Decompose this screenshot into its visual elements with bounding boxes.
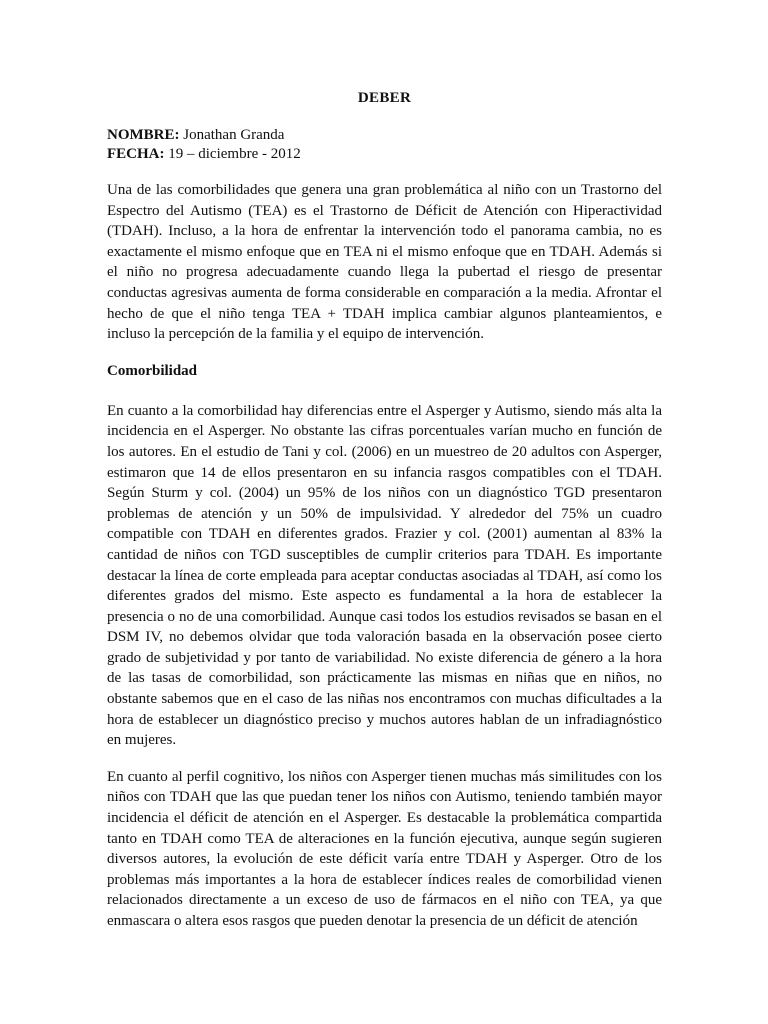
date-label: FECHA: xyxy=(107,146,165,162)
intro-paragraph: Una de las comorbilidades que genera una gran problemática al niño con un Trastorno del Espectro del Autismo (TEA) es el Trastorno de Déficit de Atención con Hiperactividad (TDAH). Incluso, a la hora de enfrentar la intervención todo el panorama cambia, no es exactamente el mismo enfoque que en TEA ni el mismo enfoque que en TDAH. Además si el niño no progresa adecuadamente cuando llega la pubertad el riesgo de presentar conductas agresivas aumenta de forma considerable en comparación a la media. Afrontar el hecho de que el niño tenga TEA + TDAH implica cambiar algunos planteamientos, e incluso la percepción de la familia y el equipo de intervención. xyxy=(107,182,662,343)
name-label: NOMBRE: xyxy=(107,127,180,143)
comorbidity-paragraph: En cuanto a la comorbilidad hay diferencias entre el Asperger y Autismo, siendo más alta la incidencia en el Asperger. No obstante las cifras porcentuales varían mucho en función de los autores. En el estudio de Tani y col. (2006) en un muestreo de 20 adultos con Asperger, estimaron que 14 de ellos presentaron en su infancia rasgos compatibles con el TDAH. Según Sturm y col. (2004) un 95% de los niños con un diagnóstico TGD presentaron problemas de atención y un 50% de impulsividad. Y alrededor del 75% un cuadro compatible con TDAH en diferentes grados. Frazier y col. (2001) aumentan al 83% la cantidad de niños con TGD susceptibles de cumplir criterios para TDAH. Es importante destacar la línea de corte empleada para aceptar conductas asociadas al TDAH, así como los diferentes grados del mismo. Este aspecto es fundamental a la hora de establecer la presencia o no de una comorbilidad. Aunque casi todos los estudios revisados se basan en el DSM IV, no debemos olvidar que toda valoración basada en la observación posee cierto grado de subjetividad y por tanto de variabilidad. No existe diferencia de género a la hora de las tasas de comorbilidad, son prácticamente las mismas en niñas que en niños, no obstante sabemos que en el caso de las niñas nos encontramos con muchas dificultades a la hora de establecer un diagnóstico preciso y muchos autores hablan de un infradiagnóstico en mujeres. xyxy=(107,402,662,749)
date-value: 19 – diciembre - 2012 xyxy=(168,146,301,162)
document-title: DEBER xyxy=(357,90,412,106)
name-value: Jonathan Granda xyxy=(183,127,285,143)
cognitive-profile-paragraph: En cuanto al perfil cognitivo, los niños con Asperger tienen muchas más similitudes con los niños con TDAH que las que puedan tener los niños con Autismo, teniendo también mayor incidencia el déficit de atención en el Asperger. Es destacable la problemática compartida tanto en TDAH como TEA de alteraciones en la función ejecutiva, aunque según sugieren diversos autores, la evolución de este déficit varía entre TDAH y Asperger. Otro de los problemas más importantes a la hora de establecer índices reales de comorbilidad vienen relacionados directamente a un exceso de uso de fármacos en el niño con TEA, ya que enmascara o altera esos rasgos que pueden denotar la presencia de un déficit de atención xyxy=(107,768,662,929)
name-line xyxy=(107,126,662,145)
section-heading: Comorbilidad xyxy=(107,362,198,379)
date-line xyxy=(107,145,662,164)
document-page xyxy=(107,88,662,948)
header-info xyxy=(107,126,662,164)
